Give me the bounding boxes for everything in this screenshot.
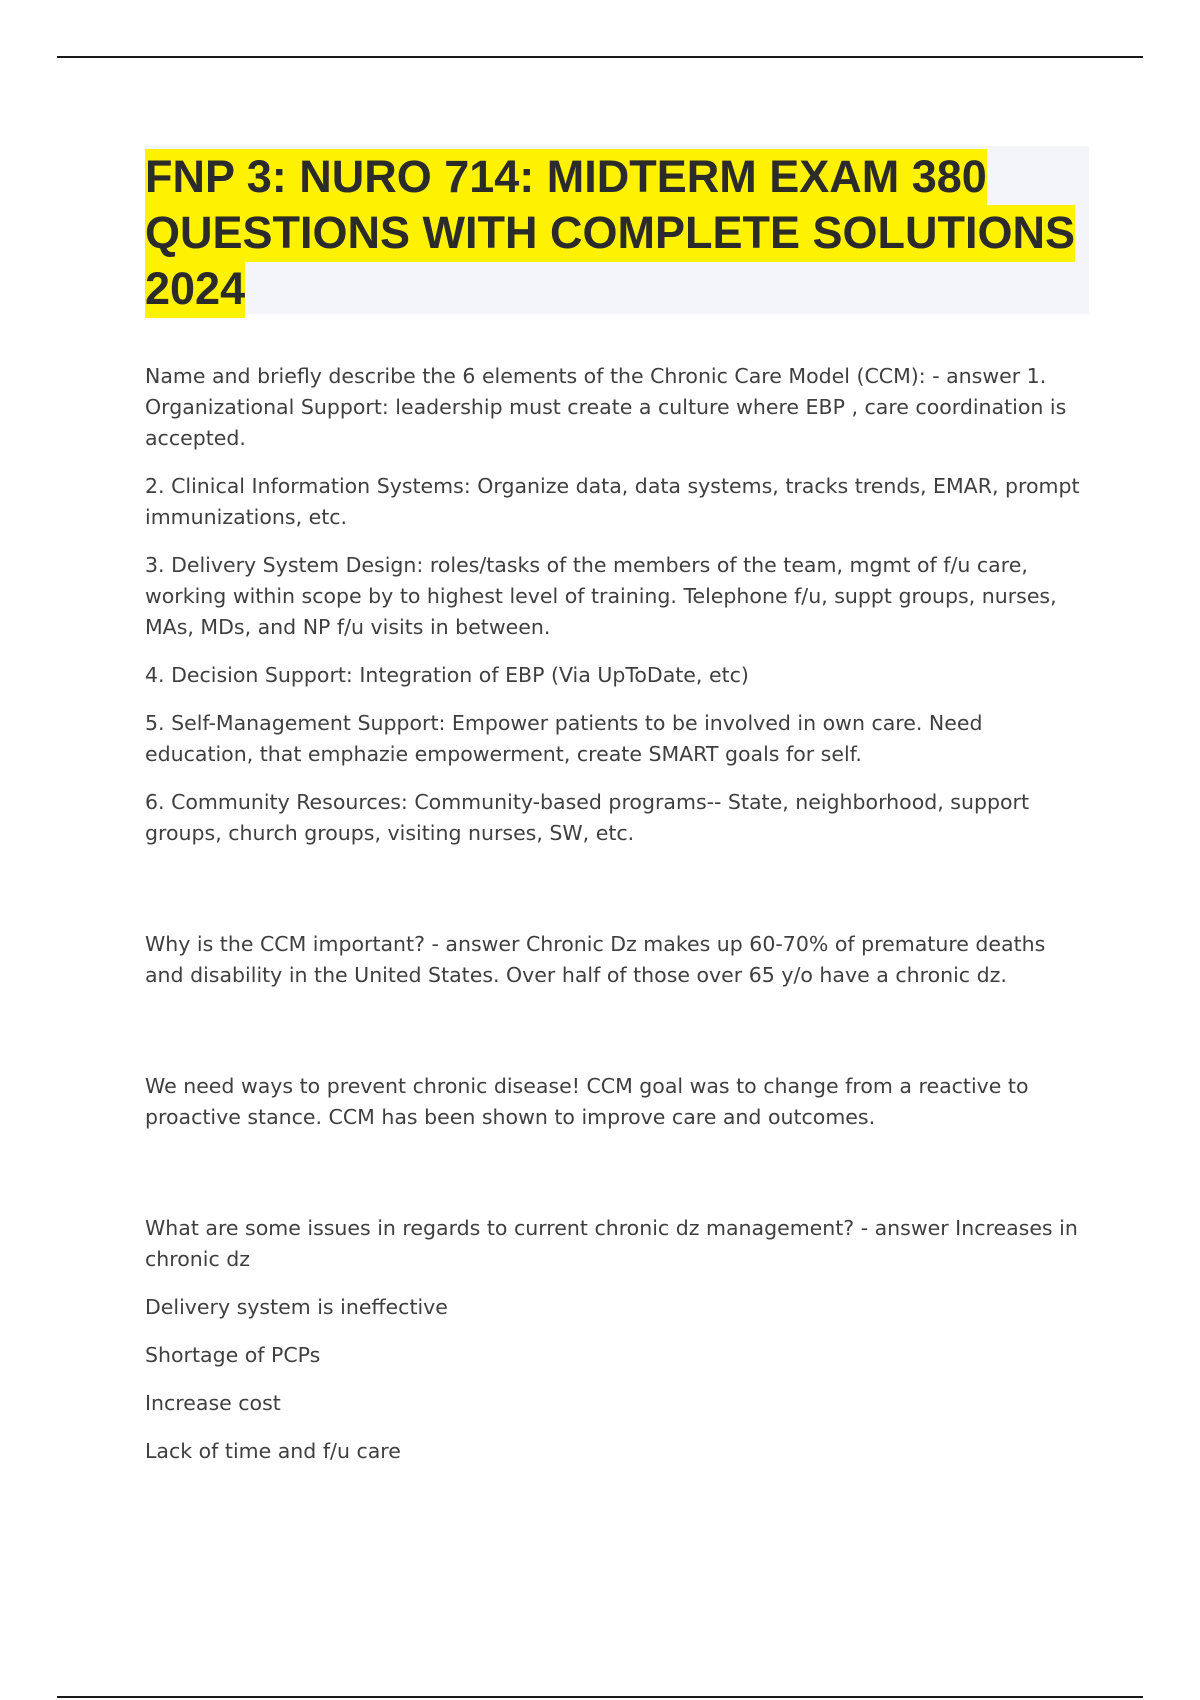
document-title (145, 149, 1089, 317)
paragraph-delivery-system-design: 3. Delivery System Design: roles/tasks of the members of the team, mgmt of f/u care, working within scope by to highest level of training. Telephone f/u, suppt groups, nurses, MAs, MDs, and NP f/u visits in between. (145, 553, 1057, 639)
document-body (145, 361, 1090, 1484)
paragraph-clinical-info-systems: 2. Clinical Information Systems: Organize data, data systems, tracks trends, EMAR, prompt immunizations, etc. (145, 474, 1080, 529)
paragraph-issue-cost: Increase cost (145, 1391, 281, 1415)
paragraph-issues-question: What are some issues in regards to current chronic dz management? - answer Increases in chronic dz (145, 1216, 1078, 1271)
title-highlight: FNP 3: NURO 714: MIDTERM EXAM 380 QUESTIONS WITH COMPLETE SOLUTIONS 2024 (145, 149, 1075, 318)
paragraph-issue-time: Lack of time and f/u care (145, 1439, 401, 1463)
paragraph-prevention: We need ways to prevent chronic disease! CCM goal was to change from a reactive to proactive stance. CCM has been shown to improve care and outcomes. (145, 1074, 1029, 1129)
paragraph-decision-support: 4. Decision Support: Integration of EBP (Via UpToDate, etc) (145, 663, 749, 687)
paragraph-issue-delivery: Delivery system is ineffective (145, 1295, 448, 1319)
paragraph-ccm-question: Name and briefly describe the 6 elements of the Chronic Care Model (CCM): - answer 1. Organizational Support: leadership must create a culture where EBP , care coordination is accepted. (145, 364, 1067, 450)
bottom-rule (57, 1696, 1143, 1698)
paragraph-self-management: 5. Self-Management Support: Empower patients to be involved in own care. Need education, that emphazie empowerment, create SMART goals for self. (145, 711, 983, 766)
paragraph-community-resources: 6. Community Resources: Community-based programs-- State, neighborhood, support groups, church groups, visiting nurses, SW, etc. (145, 790, 1029, 845)
paragraph-ccm-importance: Why is the CCM important? - answer Chronic Dz makes up 60-70% of premature deaths and disability in the United States. Over half of those over 65 y/o have a chronic dz. (145, 932, 1046, 987)
top-rule (57, 56, 1143, 58)
paragraph-issue-shortage: Shortage of PCPs (145, 1343, 321, 1367)
